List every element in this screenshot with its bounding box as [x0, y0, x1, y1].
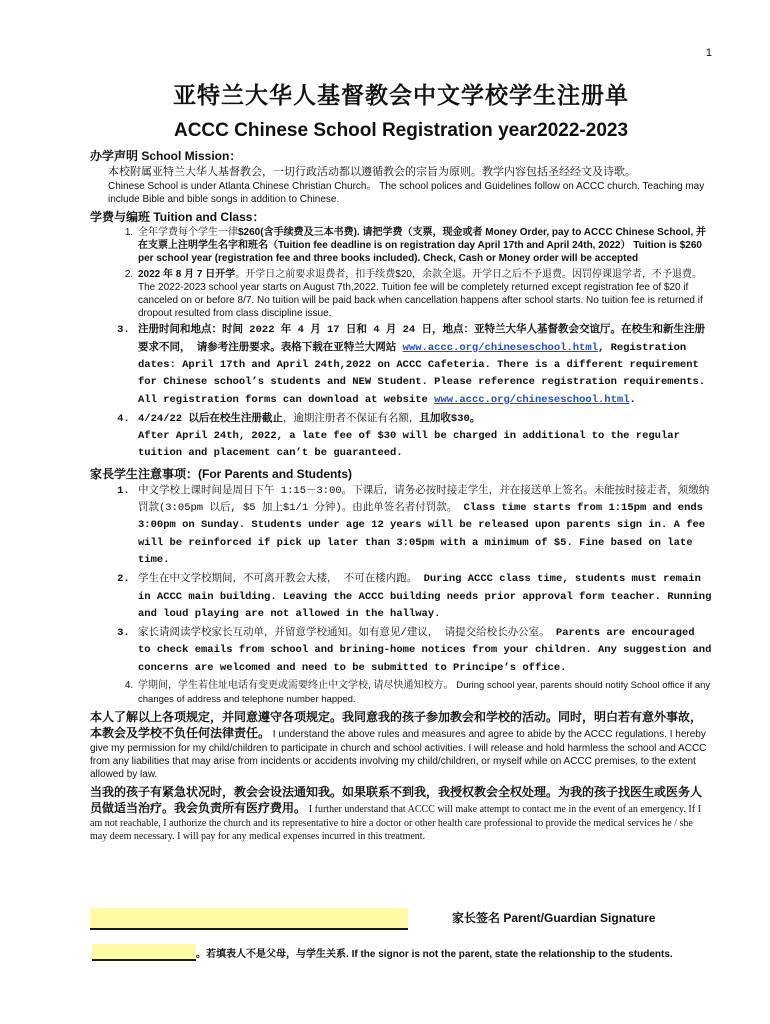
parents-3-cn: 家长请阅读学校家长互动单，并留意学校通知。如有意见/建议， 请提交给校长办公室。	[138, 627, 550, 640]
title-english: ACCC Chinese School Registration year2022-2023	[173, 120, 629, 142]
declaration-en: I understand the above rules and measures and agree to abide by the ACCC regulations. I hereby give my permission for my child/children to participate in church and school activities. I will release and hold harmless the school and ACCC from any liabilities that may arise from incidents or accidents involving my child/children, or myself while on ACCC premises, to the extent allowed by law.	[90, 728, 707, 781]
tuition-2-date: 2022 年 8 月 7 日开学	[138, 268, 236, 280]
tuition-1-cn: 全年学费每个学生一律	[138, 226, 238, 238]
title-chinese: 亚特兰大华人基督教会中文学校学生注册单	[173, 82, 629, 108]
mission-body	[108, 165, 712, 206]
tuition-4-cn: ，逾期注册者不保证有名额，	[282, 412, 420, 425]
tuition-3-cn: 注册时间和地点：时间 2022 年 4 月 17 日和 4 月 24 日，地点：亚特兰大华人基督教会交谊厅。在校生和新生注册要求不同， 请参考注册要求。表格下载在亚特兰大网站	[138, 324, 706, 354]
tuition-item-1	[136, 226, 712, 266]
tuition-item-2	[136, 268, 712, 321]
relationship-row	[92, 944, 712, 964]
tuition-heading: 学费与编班 Tuition and Class：	[90, 210, 265, 225]
tuition-4-deadline: 4/24/22 以后在校生注册截止	[138, 412, 283, 425]
parents-item-1	[136, 483, 712, 570]
tuition-1-en: Tuition is $260 per school year (registration fee and three books included). Check, Cash or Money order will be accepted	[138, 240, 702, 265]
page-number: 1	[705, 47, 712, 59]
emergency-paragraph	[90, 785, 712, 843]
parents-heading: 家長学生注意事项：(For Parents and Students)	[90, 466, 353, 481]
parents-item-4	[136, 679, 712, 706]
tuition-3-en: Registration dates: April 17th and April 24th,2022 on ACCC Cafeteria. There is a different requirement for Chinese school’s students and NEW Student. Please reference registration requirements. All registration forms can download at website	[138, 341, 706, 406]
declaration-cn: 本人了解以上各项规定，并同意遵守各项规定。我同意我的孩子参加教会和学校的活动。同时，明白若有意外事故，本教会及学校不负任何法律责任。	[90, 710, 703, 740]
parent-signature-label: 家长签名 Parent/Guardian Signature	[452, 911, 656, 925]
tuition-item-4	[136, 411, 712, 463]
signature-row	[90, 908, 712, 930]
school-website-link[interactable]: www.accc.org/chineseschool.html	[402, 341, 598, 354]
tuition-2-en: The 2022-2023 school year starts on August 7th,2022. Tuition fee will be completely returned except registration fee of $20 if canceled on or before 8/7. No tuition will be paid back when cancellation happens after school starts. No tuition fee is returned if dropout resulted from class discipline issue.	[138, 281, 703, 320]
emergency-cn: 当我的孩子有紧急状况时，教会会设法通知我。如果联系不到我，我授权教会全权处理。为我的孩子找医生或医务人员做适当治疗。我会负责所有医疗费用。	[90, 785, 703, 816]
parents-list	[90, 483, 712, 707]
parents-2-cn: 学生在中文学校期间，不可离开教会大楼， 不可在楼内跑。	[138, 573, 418, 586]
parents-4-cn: 学期间，学生若住址电话有变更或需要终止中文学校, 请尽快通知校方。	[138, 680, 454, 692]
relationship-label-en: If the signor is not the parent, state the relationship to the students.	[351, 948, 673, 960]
relationship-field[interactable]	[92, 944, 196, 961]
parents-1-en: Class time starts from 1:15pm and ends 3:00pm on Sunday. Students under age 12 years will be released upon parents sign in. A fee will be reinforced if pick up later than 3:05pm with a minimum of $5. Fine based on late time.	[138, 501, 706, 566]
mission-heading: 办学声明 School Mission：	[90, 149, 242, 164]
registration-forms-link[interactable]: www.accc.org/chineseschool.html	[434, 393, 630, 406]
parents-3-en: Parents are encouraged to check emails from school and brining-home notices from your children. Any suggestion and concerns are welcomed and need to be submitted to Principe’s office.	[138, 627, 712, 674]
parent-signature-field[interactable]	[90, 908, 408, 930]
tuition-4-fee: 且加收$30。	[419, 412, 481, 425]
parents-item-2	[136, 571, 712, 623]
parents-1-cn: 中文学校上课时间是周日下午 1:15－3:00。下课后，请务必按时接走学生，并在接送单上签名。未能按时接走者，须缴纳罚款(3:05pm 以后, $5 加上$1/1 分钟)。由此单签名者付罚款。	[138, 484, 710, 514]
tuition-4-en: After April 24th, 2022, a late fee of $30 will be charged in additional to the regular tuition and placement can’t be guaranteed.	[138, 430, 680, 460]
emergency-en: I further understand that ACCC will make attempt to contact me in the event of an emergency. If I am not reachable, I authorize the church and its representative to hire a doctor or other health care professional to provide the medical services he / she may deem necessary. I will pay for any medical expenses incurred in this treatment.	[90, 804, 701, 843]
tuition-2-cn: 。开学日之前要求退费者，扣手续费$20，余款全退。开学日之后不予退费。因罚停课退学者，不予退费。	[235, 268, 702, 280]
parents-4-en: During school year, parents should notify School office if any changes of address and telephone number happed.	[138, 680, 711, 705]
tuition-list	[90, 226, 712, 463]
tuition-item-3: 3. 注册时间和地点：时间 2022 年 4 月 17 日和 4 月 24 日，地点：亚特兰大华人基督教会交谊厅。在校生和新生注册要求不同， 请参考注册要求。表格下载在亚特兰大网站 www.accc.org/chineseschool.html, Registration dates: April 17th and April 24th,2022 on ACCC Cafeteria. There is a different requirement for Chinese school’s students and NEW Student. Please reference registration requirements. All registration forms can download at website www.accc.org/chineseschool.html.	[136, 322, 712, 409]
declaration-paragraph	[90, 710, 712, 781]
tuition-1-bold: $260(含手续费及三本书费). 请把学费（支票，现金或者 Money Order, pay to ACCC Chinese School, 并在支票上注明学生名字和班名（Tuition fee deadline is on registration day April 17th and April 24th, 2022）	[138, 226, 707, 252]
parents-item-3	[136, 625, 712, 677]
parents-2-en: During ACCC class time, students must remain in ACCC main building. Leaving the ACCC building needs prior approval form teacher. Running and loud playing are not allowed in the hallway.	[138, 573, 712, 620]
mission-text-cn: 本校附属亚特兰大华人基督教会，一切行政活动都以遵循教会的宗旨为原则。教学内容包括圣经经文及诗歌。	[108, 166, 636, 179]
relationship-label-cn: 。若填表人不是父母，与学生关系.	[196, 948, 349, 960]
mission-text-en: Chinese School is under Atlanta Chinese Christian Church。 The school polices and Guidelines follow on ACCC church. Teaching may include Bible and bible songs in addition to Chinese.	[108, 180, 705, 205]
